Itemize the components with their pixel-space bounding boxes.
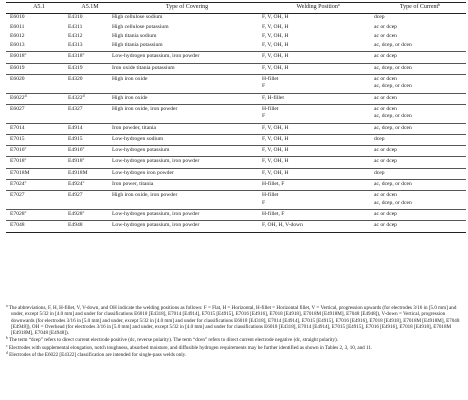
aws-a51m-classification: E4312 [68,32,83,39]
aws-a51m-classification: E4918M [68,169,88,176]
covering-type: High titania sodium [112,32,157,39]
welding-position: F, V, OH, H [262,158,289,165]
current-type: ac or dcep [374,210,397,217]
current-type: ac or dcen ac, dcep, or dcen [374,192,412,206]
table-row [6,75,466,94]
welding-position: H-fillet, F [262,181,285,188]
electrode-classification-table [6,2,466,233]
aws-a51m-classification: E4319 [68,64,83,71]
aws-a51m-classification: E4310 [68,14,83,21]
footnote-c: $^c$ Electrodes with supplemental elongation, notch toughness, absorbed moisture, and diffusible hydrogen requirements may be further identified as shown in Tables 2, 3, 10, and 11. [6,343,373,351]
table-row [6,24,466,33]
aws-a51m-classification: E4916$^c$ [68,146,85,154]
aws-a51-classification: E6012 [10,32,25,39]
covering-type: Low-hydrogen potassium, iron powder [112,53,200,60]
welding-position: F, V, OH, H [262,124,289,131]
current-type: ac or dcep [374,147,397,154]
welding-position: F, OH, H, V-down [262,222,303,229]
current-type: ac, dcep, or dcen [374,181,412,188]
welding-position: F, V, OH, H [262,42,289,49]
welding-position: H-fillet F [262,192,279,206]
covering-type: High cellulose potassium [112,23,169,30]
table-row [6,168,466,179]
aws-a51-classification: E7024$^c$ [10,180,27,188]
welding-position: F, V, OH, H [262,135,289,142]
aws-a51m-classification: E4322$^d$ [68,93,85,101]
current-type: dcep [374,135,385,142]
welding-position: F, H-fillet [262,94,284,101]
current-type: ac or dcep [374,23,397,30]
welding-position: H-fillet F [262,105,279,120]
table-row [6,146,466,157]
aws-a51m-classification: E4928$^c$ [68,209,85,217]
table-header [6,3,466,14]
aws-a51m-classification: E4914 [68,124,83,131]
current-type: dcep [374,169,385,176]
current-type: ac or dcen ac, dcep, or dcen [374,76,412,90]
header-type-of-covering: Type of Covering [112,3,262,14]
covering-type: High cellulose sodium [112,14,163,21]
table-row [6,14,466,24]
table-row [6,157,466,168]
welding-position: H-fillet, F [262,210,285,217]
aws-a51-classification: E6013 [10,42,25,49]
welding-position: F, V, OH, H [262,14,289,21]
covering-type: Iron power, titania [112,181,154,188]
aws-a51-classification: E7028$^c$ [10,209,27,217]
current-type: ac or dcep [374,53,397,60]
header-aws-a51: A5.1 [6,3,68,14]
table-row [6,209,466,220]
aws-a51-classification: E6011 [10,23,25,30]
table-row [6,134,466,145]
welding-position: F, V, OH, H [262,32,289,39]
covering-type: Low-hydrogen sodium [112,135,164,142]
aws-a51m-classification: E4924$^c$ [68,180,85,188]
current-type: ac, dcep, or dcen [374,124,412,131]
welding-position: F, V, OH, H [262,169,289,176]
covering-type: Iron oxide titania potassium [112,64,175,71]
table-row [6,63,466,74]
aws-a51-classification: E6027 [10,105,25,112]
aws-a51-classification: E6018$^c$ [10,52,27,60]
covering-type: Low-hydrogen potassium, iron powder [112,210,200,217]
covering-type: High iron oxide, iron powder [112,105,178,112]
aws-a51m-classification: E4918$^c$ [68,157,85,165]
current-type: ac or dcep [374,158,397,165]
footnote-b: $^b$ The term “dcep” refers to direct current electrode positive (dc, reverse polarity). The term “dcen” refers to direct current electrode negative (dc, straight polarity). [6,336,338,344]
current-type: ac or dcen ac, dcep, or dcen [374,105,412,120]
aws-a51m-classification: E4948 [68,222,83,229]
aws-a51m-classification: E4327 [68,105,83,112]
current-type: ac, dcep, or dcen [374,64,412,71]
current-type: ac or dcen [374,32,397,39]
aws-a51-classification: E6020 [10,76,25,83]
table-row [6,93,466,104]
aws-a51-classification: E7018M [10,169,30,176]
aws-a51m-classification: E4927 [68,192,83,199]
table-row [6,221,466,232]
aws-a51-classification: E6010 [10,14,25,21]
covering-type: High titania potassium [112,42,163,49]
current-type: ac or dcen [374,94,397,101]
aws-a51-classification: E7014 [10,124,25,131]
welding-position: F, V, OH, H [262,23,289,30]
covering-type: High iron oxide, iron powder [112,192,178,199]
current-type: ac, dcep, or dcen [374,42,412,49]
table-row [6,104,466,123]
footnote-a: $^a$ The abbreviations, F, H, H-fillet, V, V-down, and OH indicate the welding positions as follows: F = Flat, H = Horizontal, H-fillet = Horizontal fillet, V = Vertical, progression upwards (for electrodes 3/16 in [5.0 mm] and under, except 5/32 in [4.0 mm] and under for classifications E6018 [E4318], E7014 [E4914], E7015 [E4915], E7016 [E4916], E7018 [E4918], E7018M [E4918M], E7048 [E4948]), V-down = Vertical, progression downwards (for electrodes 3/16 in [5.0 mm] and under, except 5/32 in [4.0 mm] and under for classifications E6018 [E4318], E7014 [E4914], E7015 [E4915], E7016 [E4916], E7018 [E4918], E7018M [E4918M], E7048 [E4948]), OH = Overhead (for electrodes 3/16 in [5.0 mm] and under, except 5/32 in [4.0 mm] and under for classifications E6018 [E4318], E7014 [E4914], E7015 [E4915], E7016 [E4916], E7018 [E4918], E7018M [E4918M], E7048 [E4948]). [6,304,460,337]
welding-position: F, V, OH, H [262,64,289,71]
table-footnotes [6,305,462,359]
table-row [6,180,466,191]
table-row [6,33,466,42]
aws-a51-classification: E6019 [10,64,25,71]
covering-type: Low-hydrogen potassium [112,147,170,154]
aws-a51-classification: E7048 [10,222,25,229]
covering-type: Low-hydrogen potassium, iron powder [112,158,200,165]
welding-position: F, V, OH, H [262,147,289,154]
table-row [6,52,466,63]
covering-type: Low-hydrogen potassium, iron powder [112,222,200,229]
welding-position: H-fillet F [262,76,279,90]
covering-type: Iron powder, titania [112,124,157,131]
aws-a51m-classification: E4320 [68,76,83,83]
aws-a51-classification: E7018$^c$ [10,157,27,165]
covering-type: Low-hydrogen iron powder [112,169,174,176]
footnote-d: $^d$ Electrodes of the E6022 [E4322] classification are intended for single-pass welds only. [6,351,187,359]
aws-a51m-classification: E4311 [68,23,83,30]
current-type: dcep [374,14,385,21]
table-row [6,191,466,210]
aws-a51m-classification: E4915 [68,135,83,142]
aws-a51-classification: E7027 [10,192,25,199]
welding-position: F, V, OH, H [262,53,289,60]
header-type-of-current: Type of Current$^b$ [374,3,466,14]
current-type: ac or dcep [374,222,397,229]
aws-a51-classification: E7016$^c$ [10,146,27,154]
aws-a51m-classification: E4318$^c$ [68,52,85,60]
header-welding-position: Welding Position$^a$ [262,3,374,14]
table-row [6,123,466,134]
header-aws-a51m: A5.1M [68,3,112,14]
covering-type: High iron oxide [112,94,148,101]
aws-a51m-classification: E4313 [68,42,83,49]
table-body [6,14,466,232]
aws-a51-classification: E7015 [10,135,25,142]
covering-type: High iron oxide [112,76,148,83]
table-row [6,42,466,52]
aws-a51-classification: E6022$^d$ [10,93,27,101]
